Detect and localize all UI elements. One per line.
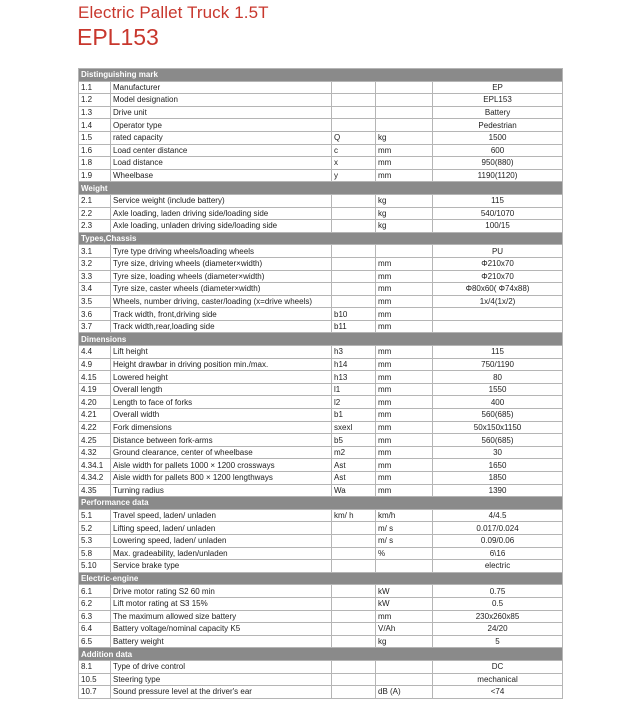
table-row — [79, 131, 563, 144]
spec-label: Lowering speed, laden/ unladen — [111, 534, 332, 547]
spec-label: Wheelbase — [111, 169, 332, 182]
spec-unit: mm — [376, 610, 433, 623]
spec-id: 2.2 — [79, 207, 111, 220]
spec-symbol — [332, 220, 376, 233]
spec-label: Axle loading, laden driving side/loading side — [111, 207, 332, 220]
spec-symbol — [332, 94, 376, 107]
spec-value: 0.5 — [433, 597, 563, 610]
table-row — [79, 509, 563, 522]
table-row — [79, 660, 563, 673]
section-title: Addition data — [79, 648, 563, 661]
spec-id: 4.19 — [79, 383, 111, 396]
table-row — [79, 522, 563, 535]
section-header — [79, 572, 563, 585]
spec-unit: mm — [376, 283, 433, 296]
spec-symbol — [332, 81, 376, 94]
spec-symbol: Ast — [332, 472, 376, 485]
spec-value: 750/1190 — [433, 358, 563, 371]
spec-label: Model designation — [111, 94, 332, 107]
spec-unit: mm — [376, 409, 433, 422]
spec-value: 0.09/0.06 — [433, 534, 563, 547]
spec-label: Battery weight — [111, 635, 332, 648]
table-row — [79, 409, 563, 422]
spec-symbol: sxexl — [332, 421, 376, 434]
spec-label: Aisle width for pallets 800 × 1200 lengthways — [111, 472, 332, 485]
spec-id: 1.6 — [79, 144, 111, 157]
spec-symbol: b1 — [332, 409, 376, 422]
spec-value: 100/15 — [433, 220, 563, 233]
spec-symbol — [332, 522, 376, 535]
table-row — [79, 283, 563, 296]
spec-id: 1.5 — [79, 131, 111, 144]
spec-unit: mm — [376, 446, 433, 459]
spec-value: EPL153 — [433, 94, 563, 107]
spec-unit: mm — [376, 396, 433, 409]
spec-unit: mm — [376, 308, 433, 321]
table-row — [79, 446, 563, 459]
spec-label: Overall width — [111, 409, 332, 422]
spec-id: 5.2 — [79, 522, 111, 535]
spec-unit: kg — [376, 207, 433, 220]
spec-value: 1500 — [433, 131, 563, 144]
spec-symbol: h14 — [332, 358, 376, 371]
spec-symbol — [332, 106, 376, 119]
spec-id: 6.4 — [79, 623, 111, 636]
spec-symbol — [332, 673, 376, 686]
section-header — [79, 333, 563, 346]
spec-id: 3.5 — [79, 295, 111, 308]
spec-value: PU — [433, 245, 563, 258]
spec-unit: % — [376, 547, 433, 560]
spec-symbol — [332, 585, 376, 598]
spec-value: Φ210x70 — [433, 270, 563, 283]
spec-id: 1.1 — [79, 81, 111, 94]
spec-label: Sound pressure level at the driver's ear — [111, 686, 332, 699]
spec-unit: km/h — [376, 509, 433, 522]
table-row — [79, 194, 563, 207]
spec-id: 4.34.1 — [79, 459, 111, 472]
spec-symbol: b5 — [332, 434, 376, 447]
spec-unit: m/ s — [376, 522, 433, 535]
spec-value: 560(685) — [433, 409, 563, 422]
spec-id: 3.7 — [79, 320, 111, 333]
spec-unit: mm — [376, 295, 433, 308]
spec-label: Lift motor rating at S3 15% — [111, 597, 332, 610]
spec-unit: mm — [376, 270, 433, 283]
spec-unit: mm — [376, 169, 433, 182]
spec-value: 0.75 — [433, 585, 563, 598]
spec-symbol: b10 — [332, 308, 376, 321]
spec-id: 4.9 — [79, 358, 111, 371]
table-row — [79, 597, 563, 610]
table-row — [79, 308, 563, 321]
table-row — [79, 547, 563, 560]
spec-unit — [376, 673, 433, 686]
spec-symbol: Ast — [332, 459, 376, 472]
spec-unit: kW — [376, 597, 433, 610]
spec-label: Overall length — [111, 383, 332, 396]
spec-value: EP — [433, 81, 563, 94]
spec-id: 4.21 — [79, 409, 111, 422]
spec-id: 10.7 — [79, 686, 111, 699]
spec-symbol: l2 — [332, 396, 376, 409]
spec-id: 2.1 — [79, 194, 111, 207]
spec-value: 30 — [433, 446, 563, 459]
spec-symbol — [332, 245, 376, 258]
spec-value: electric — [433, 560, 563, 573]
spec-label: Load distance — [111, 157, 332, 170]
spec-id: 4.25 — [79, 434, 111, 447]
section-title: Distinguishing mark — [79, 69, 563, 82]
spec-value: <74 — [433, 686, 563, 699]
spec-label: Length to face of forks — [111, 396, 332, 409]
spec-label: Drive motor rating S2 60 min — [111, 585, 332, 598]
spec-label: Track width, front,driving side — [111, 308, 332, 321]
spec-label: Travel speed, laden/ unladen — [111, 509, 332, 522]
table-row — [79, 207, 563, 220]
spec-value: 115 — [433, 194, 563, 207]
section-title: Performance data — [79, 497, 563, 510]
table-row — [79, 421, 563, 434]
spec-id: 5.10 — [79, 560, 111, 573]
spec-id: 3.1 — [79, 245, 111, 258]
table-row — [79, 686, 563, 699]
spec-id: 5.1 — [79, 509, 111, 522]
spec-symbol: Q — [332, 131, 376, 144]
spec-label: Steering type — [111, 673, 332, 686]
spec-symbol — [332, 610, 376, 623]
table-row — [79, 220, 563, 233]
table-row — [79, 560, 563, 573]
spec-label: Tyre size, driving wheels (diameter×width) — [111, 257, 332, 270]
spec-symbol — [332, 686, 376, 699]
spec-unit: mm — [376, 434, 433, 447]
section-header — [79, 232, 563, 245]
spec-value: Pedestrian — [433, 119, 563, 132]
table-row — [79, 534, 563, 547]
section-header — [79, 497, 563, 510]
spec-value: 1x/4(1x/2) — [433, 295, 563, 308]
spec-value: Battery — [433, 106, 563, 119]
spec-id: 3.3 — [79, 270, 111, 283]
spec-unit: m/ s — [376, 534, 433, 547]
spec-label: Max. gradeability, laden/unladen — [111, 547, 332, 560]
table-row — [79, 295, 563, 308]
spec-value: 560(685) — [433, 434, 563, 447]
spec-label: Battery voltage/nominal capacity K5 — [111, 623, 332, 636]
table-row — [79, 371, 563, 384]
spec-value — [433, 308, 563, 321]
table-row — [79, 157, 563, 170]
spec-value: mechanical — [433, 673, 563, 686]
spec-symbol — [332, 560, 376, 573]
spec-unit: mm — [376, 257, 433, 270]
table-row — [79, 81, 563, 94]
spec-id: 10.5 — [79, 673, 111, 686]
spec-unit — [376, 119, 433, 132]
spec-value: 540/1070 — [433, 207, 563, 220]
spec-id: 6.2 — [79, 597, 111, 610]
spec-value: 400 — [433, 396, 563, 409]
spec-label: Lift height — [111, 346, 332, 359]
spec-symbol: l1 — [332, 383, 376, 396]
table-row — [79, 610, 563, 623]
spec-unit — [376, 106, 433, 119]
table-row — [79, 245, 563, 258]
spec-label: rated capacity — [111, 131, 332, 144]
spec-symbol — [332, 194, 376, 207]
spec-unit: mm — [376, 346, 433, 359]
spec-symbol: b11 — [332, 320, 376, 333]
section-title: Types,Chassis — [79, 232, 563, 245]
spec-id: 4.22 — [79, 421, 111, 434]
spec-label: Service weight (include battery) — [111, 194, 332, 207]
spec-value: 230x260x85 — [433, 610, 563, 623]
spec-label: Tyre type driving wheels/loading wheels — [111, 245, 332, 258]
table-row — [79, 346, 563, 359]
spec-unit: V/Ah — [376, 623, 433, 636]
table-row — [79, 472, 563, 485]
spec-value: 6\16 — [433, 547, 563, 560]
spec-value: 50x150x1150 — [433, 421, 563, 434]
spec-label: Distance between fork-arms — [111, 434, 332, 447]
spec-value: 0.017/0.024 — [433, 522, 563, 535]
spec-id: 6.1 — [79, 585, 111, 598]
table-row — [79, 396, 563, 409]
spec-unit — [376, 245, 433, 258]
spec-id: 6.5 — [79, 635, 111, 648]
spec-id: 4.4 — [79, 346, 111, 359]
spec-value: 4/4.5 — [433, 509, 563, 522]
spec-label: Manufacturer — [111, 81, 332, 94]
spec-unit: mm — [376, 371, 433, 384]
table-row — [79, 106, 563, 119]
table-row — [79, 383, 563, 396]
spec-id: 3.2 — [79, 257, 111, 270]
table-row — [79, 484, 563, 497]
spec-label: Lowered height — [111, 371, 332, 384]
spec-id: 4.20 — [79, 396, 111, 409]
spec-symbol — [332, 547, 376, 560]
table-row — [79, 119, 563, 132]
spec-label: Axle loading, unladen driving side/loading side — [111, 220, 332, 233]
spec-label: Track width,rear,loading side — [111, 320, 332, 333]
spec-label: Drive unit — [111, 106, 332, 119]
spec-label: Operator type — [111, 119, 332, 132]
spec-symbol — [332, 257, 376, 270]
spec-table — [78, 68, 563, 699]
spec-unit: mm — [376, 157, 433, 170]
spec-unit: mm — [376, 320, 433, 333]
spec-label: Service brake type — [111, 560, 332, 573]
spec-unit: mm — [376, 383, 433, 396]
spec-label: Height drawbar in driving position min./max. — [111, 358, 332, 371]
spec-unit: kW — [376, 585, 433, 598]
section-header — [79, 69, 563, 82]
spec-unit: mm — [376, 421, 433, 434]
model-title: EPL153 — [77, 24, 159, 50]
spec-label: The maximum allowed size battery — [111, 610, 332, 623]
spec-id: 1.9 — [79, 169, 111, 182]
spec-symbol: y — [332, 169, 376, 182]
spec-id: 8.1 — [79, 660, 111, 673]
spec-id: 1.4 — [79, 119, 111, 132]
table-row — [79, 94, 563, 107]
spec-unit: mm — [376, 459, 433, 472]
table-row — [79, 623, 563, 636]
table-row — [79, 320, 563, 333]
spec-unit: mm — [376, 484, 433, 497]
spec-symbol — [332, 283, 376, 296]
spec-unit — [376, 94, 433, 107]
spec-label: Tyre size, loading wheels (diameter×width) — [111, 270, 332, 283]
spec-value: 5 — [433, 635, 563, 648]
spec-value: 80 — [433, 371, 563, 384]
spec-unit: dB (A) — [376, 686, 433, 699]
spec-id: 1.3 — [79, 106, 111, 119]
table-row — [79, 270, 563, 283]
section-title: Dimensions — [79, 333, 563, 346]
spec-id: 4.34.2 — [79, 472, 111, 485]
spec-id: 2.3 — [79, 220, 111, 233]
spec-symbol — [332, 270, 376, 283]
spec-unit: mm — [376, 358, 433, 371]
spec-unit: kg — [376, 220, 433, 233]
spec-symbol — [332, 534, 376, 547]
spec-symbol — [332, 295, 376, 308]
spec-id: 5.3 — [79, 534, 111, 547]
spec-symbol — [332, 635, 376, 648]
spec-unit: kg — [376, 194, 433, 207]
spec-unit: kg — [376, 635, 433, 648]
spec-symbol: Wa — [332, 484, 376, 497]
spec-label: Aisle width for pallets 1000 × 1200 crossways — [111, 459, 332, 472]
spec-value: 600 — [433, 144, 563, 157]
spec-symbol — [332, 207, 376, 220]
spec-id: 4.35 — [79, 484, 111, 497]
spec-value — [433, 320, 563, 333]
spec-label: Tyre size, caster wheels (diameter×width) — [111, 283, 332, 296]
spec-unit: mm — [376, 144, 433, 157]
spec-label: Fork dimensions — [111, 421, 332, 434]
spec-label: Lifting speed, laden/ unladen — [111, 522, 332, 535]
spec-value: 1650 — [433, 459, 563, 472]
spec-symbol: c — [332, 144, 376, 157]
spec-id: 4.15 — [79, 371, 111, 384]
spec-id: 6.3 — [79, 610, 111, 623]
table-row — [79, 358, 563, 371]
spec-id: 1.8 — [79, 157, 111, 170]
section-title: Weight — [79, 182, 563, 195]
spec-value: 1390 — [433, 484, 563, 497]
spec-symbol — [332, 623, 376, 636]
spec-unit: mm — [376, 472, 433, 485]
spec-symbol: h13 — [332, 371, 376, 384]
spec-id: 4.32 — [79, 446, 111, 459]
spec-value: 115 — [433, 346, 563, 359]
spec-unit: kg — [376, 131, 433, 144]
spec-unit — [376, 560, 433, 573]
spec-id: 5.8 — [79, 547, 111, 560]
section-title: Electric-engine — [79, 572, 563, 585]
table-row — [79, 673, 563, 686]
spec-value: 24/20 — [433, 623, 563, 636]
section-header — [79, 182, 563, 195]
table-row — [79, 434, 563, 447]
spec-symbol — [332, 119, 376, 132]
spec-label: Load center distance — [111, 144, 332, 157]
spec-id: 3.6 — [79, 308, 111, 321]
spec-value: 1550 — [433, 383, 563, 396]
spec-symbol — [332, 597, 376, 610]
spec-label: Wheels, number driving, caster/loading (x=drive wheels) — [111, 295, 332, 308]
spec-value: Φ80x60( Φ74x88) — [433, 283, 563, 296]
spec-symbol — [332, 660, 376, 673]
section-header — [79, 648, 563, 661]
table-row — [79, 585, 563, 598]
spec-symbol: km/ h — [332, 509, 376, 522]
spec-label: Type of drive control — [111, 660, 332, 673]
spec-unit — [376, 81, 433, 94]
product-subtitle: Electric Pallet Truck 1.5T — [78, 3, 269, 22]
spec-value: DC — [433, 660, 563, 673]
table-row — [79, 257, 563, 270]
spec-value: 1850 — [433, 472, 563, 485]
spec-symbol: m2 — [332, 446, 376, 459]
spec-id: 1.2 — [79, 94, 111, 107]
spec-value: 950(880) — [433, 157, 563, 170]
spec-symbol: x — [332, 157, 376, 170]
table-row — [79, 144, 563, 157]
spec-label: Turning radius — [111, 484, 332, 497]
table-row — [79, 169, 563, 182]
spec-unit — [376, 660, 433, 673]
spec-value: Φ210x70 — [433, 257, 563, 270]
spec-label: Ground clearance, center of wheelbase — [111, 446, 332, 459]
spec-id: 3.4 — [79, 283, 111, 296]
spec-symbol: h3 — [332, 346, 376, 359]
table-row — [79, 459, 563, 472]
spec-value: 1190(1120) — [433, 169, 563, 182]
table-row — [79, 635, 563, 648]
